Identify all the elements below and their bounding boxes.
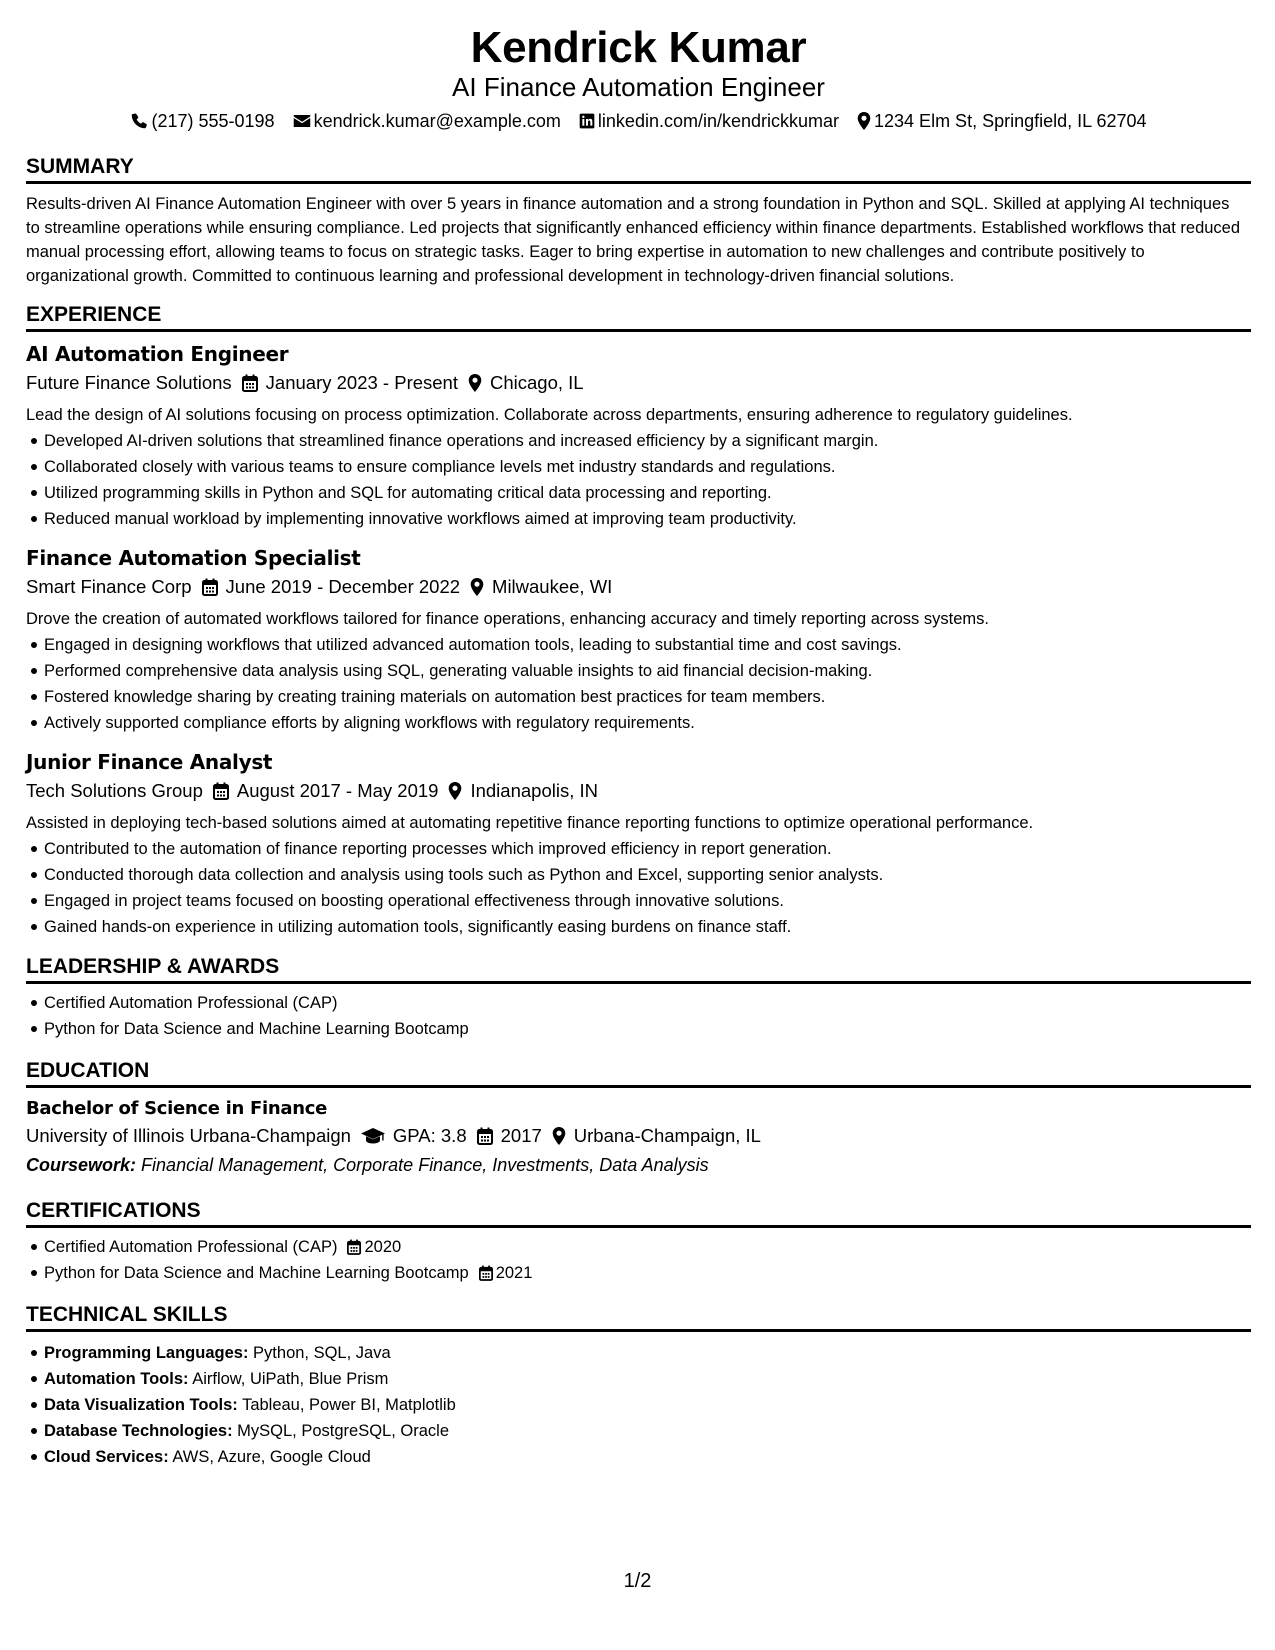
map-pin-icon (448, 782, 462, 800)
edu-gpa (361, 1122, 467, 1150)
skills-section (26, 1302, 1251, 1470)
phone-icon (130, 112, 148, 130)
skill-label: Cloud Services: (44, 1448, 169, 1466)
skill-value: AWS, Azure, Google Cloud (172, 1448, 371, 1466)
calendar-icon (477, 1127, 493, 1145)
list-item (26, 1340, 1251, 1366)
job-dates (213, 777, 439, 805)
edu-year (477, 1122, 542, 1150)
calendar-icon (347, 1239, 361, 1255)
coursework-label: Coursework: (26, 1155, 137, 1175)
coursework-text: Financial Management, Corporate Finance, Investments, Data Analysis (141, 1155, 709, 1175)
calendar-icon (242, 374, 258, 392)
job-title: AI Automation Engineer (26, 342, 289, 366)
list-item: Actively supported compliance efforts by aligning workflows with regulatory requirements. (26, 710, 1251, 736)
list-item: Utilized programming skills in Python and SQL for automating critical data processing and reporting. (26, 480, 1251, 506)
leadership-list (26, 990, 1251, 1042)
job-meta (26, 573, 1251, 601)
education-heading: EDUCATION (26, 1058, 1251, 1088)
job-entry (26, 748, 1251, 940)
job-description: Lead the design of AI solutions focusing on process optimization. Collaborate across departments, ensuring adherence to regulatory guidelines. (26, 406, 1073, 424)
leadership-heading: LEADERSHIP & AWARDS (26, 954, 1251, 984)
edu-coursework (26, 1150, 1251, 1180)
job-meta (26, 777, 1251, 805)
map-pin-icon (857, 112, 871, 130)
calendar-icon (213, 782, 229, 800)
job-title: Finance Automation Specialist (26, 546, 361, 570)
leadership-section (26, 954, 1251, 1042)
certifications-list (26, 1234, 1251, 1286)
job-dates (242, 369, 458, 397)
contact-phone (130, 108, 274, 134)
job-bullets (26, 428, 1251, 532)
map-pin-icon (470, 578, 484, 596)
job-bullets (26, 836, 1251, 940)
job-title: Junior Finance Analyst (26, 750, 273, 774)
summary-text: Results-driven AI Finance Automation Engineer with over 5 years in finance automation and a strong foundation in Python and SQL. Skilled at applying AI techniques to streamline operations while ensuring compliance. Led projects that significantly enhanced efficiency within finance departments. Established workflows that reduced manual processing effort, allowing teams to focus on strategic tasks. Eager to bring expertise in automation to new challenges and contribute positively to organizational growth. Committed to continuous learning and professional development in technology-driven financial solutions. (26, 195, 1241, 285)
job-location (448, 777, 598, 805)
calendar-icon (202, 578, 218, 596)
job-entry (26, 544, 1251, 736)
list-item: Python for Data Science and Machine Learning Bootcamp (26, 1016, 1251, 1042)
job-bullets (26, 632, 1251, 736)
contact-address (857, 108, 1147, 134)
envelope-icon (293, 113, 311, 129)
job-description: Assisted in deploying tech-based solutions aimed at automating repetitive finance reporting functions to optimize operational performance. (26, 814, 1034, 832)
cert-name: Certified Automation Professional (CAP) (44, 1238, 338, 1256)
job-dates-text: January 2023 - Present (265, 372, 458, 393)
list-item: Collaborated closely with various teams to ensure compliance levels met industry standards and regulations. (26, 454, 1251, 480)
certifications-heading: CERTIFICATIONS (26, 1198, 1251, 1228)
list-item: Performed comprehensive data analysis using SQL, generating valuable insights to aid financial decision-making. (26, 658, 1251, 684)
list-item: Fostered knowledge sharing by creating training materials on automation best practices for team members. (26, 684, 1251, 710)
job-company: Future Finance Solutions (26, 372, 232, 393)
contact-linkedin[interactable] (579, 108, 839, 134)
job-location-text: Indianapolis, IN (470, 780, 598, 801)
cert-name: Python for Data Science and Machine Learning Bootcamp (44, 1264, 469, 1282)
job-meta (26, 369, 1251, 397)
experience-section (26, 302, 1251, 940)
job-location (470, 573, 612, 601)
experience-heading: EXPERIENCE (26, 302, 1251, 332)
education-section (26, 1058, 1251, 1180)
job-dates-text: June 2019 - December 2022 (225, 576, 461, 597)
list-item (26, 1392, 1251, 1418)
edu-location (552, 1122, 761, 1150)
edu-location-text: Urbana-Champaign, IL (573, 1125, 761, 1146)
skill-value: Python, SQL, Java (253, 1344, 391, 1362)
skill-label: Automation Tools: (44, 1370, 189, 1388)
candidate-name: Kendrick Kumar (470, 23, 807, 72)
list-item: Engaged in project teams focused on boosting operational effectiveness through innovative solutions. (26, 888, 1251, 914)
calendar-icon (479, 1265, 493, 1281)
contact-email[interactable] (293, 108, 561, 134)
list-item: Developed AI-driven solutions that streamlined finance operations and increased efficiency by a significant margin. (26, 428, 1251, 454)
phone-text: (217) 555-0198 (151, 111, 275, 131)
edu-degree: Bachelor of Science in Finance (26, 1098, 328, 1119)
job-location-text: Milwaukee, WI (492, 576, 613, 597)
skill-value: Tableau, Power BI, Matplotlib (242, 1396, 456, 1414)
skill-label: Data Visualization Tools: (44, 1396, 238, 1414)
list-item (26, 1260, 1251, 1286)
list-item: Contributed to the automation of finance reporting processes which improved efficiency in report generation. (26, 836, 1251, 862)
page-number: 1/2 (623, 1570, 652, 1592)
job-company: Smart Finance Corp (26, 576, 192, 597)
skill-value: Airflow, UiPath, Blue Prism (192, 1370, 389, 1388)
list-item (26, 1444, 1251, 1470)
edu-meta (26, 1122, 1251, 1150)
cert-year: 2021 (495, 1264, 533, 1282)
edu-school: University of Illinois Urbana-Champaign (26, 1125, 351, 1146)
job-dates (202, 573, 460, 601)
list-item: Certified Automation Professional (CAP) (26, 990, 1251, 1016)
job-description: Drove the creation of automated workflows tailored for finance operations, enhancing accuracy and timely reporting across systems. (26, 610, 989, 628)
list-item (26, 1234, 1251, 1260)
cert-year: 2020 (364, 1238, 402, 1256)
edu-gpa-text: GPA: 3.8 (392, 1125, 467, 1146)
edu-year-text: 2017 (500, 1125, 542, 1146)
job-company: Tech Solutions Group (26, 780, 203, 801)
map-pin-icon (552, 1127, 566, 1145)
candidate-role: AI Finance Automation Engineer (452, 72, 825, 102)
list-item (26, 1418, 1251, 1444)
contact-bar (26, 108, 1251, 134)
list-item: Conducted thorough data collection and analysis using tools such as Python and Excel, supporting senior analysts. (26, 862, 1251, 888)
job-entry (26, 340, 1251, 532)
job-dates-text: August 2017 - May 2019 (236, 780, 439, 801)
graduation-cap-icon (361, 1127, 385, 1145)
job-location-text: Chicago, IL (489, 372, 584, 393)
list-item: Engaged in designing workflows that utilized advanced automation tools, leading to substantial time and cost savings. (26, 632, 1251, 658)
skills-heading: TECHNICAL SKILLS (26, 1302, 1251, 1332)
skill-value: MySQL, PostgreSQL, Oracle (237, 1422, 449, 1440)
map-pin-icon (468, 374, 482, 392)
summary-heading: SUMMARY (26, 154, 1251, 184)
job-location (468, 369, 584, 397)
email-link[interactable]: kendrick.kumar@example.com (313, 111, 561, 131)
skills-list (26, 1340, 1251, 1470)
summary-section (26, 154, 1251, 288)
list-item: Reduced manual workload by implementing innovative workflows aimed at improving team productivity. (26, 506, 1251, 532)
address-text: 1234 Elm St, Springfield, IL 62704 (874, 111, 1147, 131)
cert-date (479, 1260, 533, 1286)
linkedin-link[interactable]: linkedin.com/in/kendrickkumar (597, 111, 840, 131)
list-item (26, 1366, 1251, 1392)
resume-header (26, 22, 1251, 134)
list-item: Gained hands-on experience in utilizing automation tools, significantly easing burdens on finance staff. (26, 914, 1251, 940)
linkedin-icon (579, 113, 595, 129)
skill-label: Database Technologies: (44, 1422, 233, 1440)
cert-date (347, 1234, 401, 1260)
skill-label: Programming Languages: (44, 1344, 249, 1362)
certifications-section (26, 1198, 1251, 1286)
